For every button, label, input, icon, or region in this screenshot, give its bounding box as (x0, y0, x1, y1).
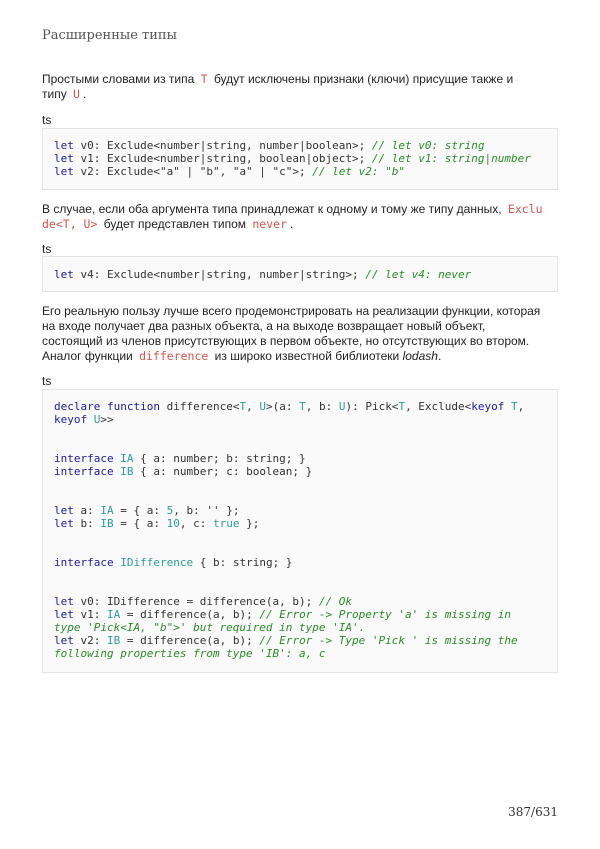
text: Его реальную пользу лучше всего продемонстрировать на реализации функции, которая (42, 304, 541, 318)
text: Простыми словами из типа (42, 72, 195, 86)
code-content (43, 268, 557, 281)
text: В случае, если оба аргумента типа принадлежат к одному и тому же типу данных, (42, 202, 502, 216)
keyword: let (54, 152, 74, 165)
code-block-1 (42, 128, 558, 190)
inline-code-T: T (200, 72, 208, 86)
code-text: v1: Exclude<number|string, boolean|object>; (73, 152, 372, 165)
text: будут исключены признаки (ключи) присущие также и (213, 72, 514, 86)
inline-code-exclude-cont: de<T, U> (42, 217, 98, 231)
emphasis-lodash: lodash (402, 349, 438, 363)
code-block-2 (42, 256, 558, 292)
keyword: let (54, 268, 74, 281)
code-text: v0: Exclude<number|string, number|boolean>; (73, 139, 372, 152)
text: Аналог функции (42, 349, 133, 363)
inline-code-never: never (252, 217, 287, 231)
code-language-label: ts (42, 242, 52, 256)
page-header-title: Расширенные типы (42, 28, 177, 43)
code-block-3 (42, 389, 558, 673)
text: будет представлен типом (103, 217, 247, 231)
paragraph-difference (42, 304, 558, 364)
text: . (82, 87, 87, 101)
code-comment: // let v2: "b" (312, 165, 406, 178)
code-language-label: ts (42, 374, 52, 388)
code-language-label: ts (42, 113, 52, 127)
text: типу (42, 87, 67, 101)
text: из широко известной библиотеки (214, 349, 400, 363)
code-content (43, 139, 557, 178)
paragraph-intro (42, 72, 558, 102)
keyword: let (54, 139, 74, 152)
code-text: v2: Exclude<"a" | "b", "a" | "c">; (73, 165, 313, 178)
text: . (290, 217, 294, 231)
code-comment: // let v4: never (365, 268, 472, 281)
text: состоящий из членов присутствующих в первом объекте, но отсутствующих во втором. (42, 334, 530, 348)
page-number: 387/631 (508, 805, 558, 819)
code-comment: // let v1: string|number (371, 152, 531, 165)
text: . (437, 349, 442, 363)
inline-code-difference: difference (139, 349, 209, 363)
code-comment: // let v0: string (371, 139, 485, 152)
keyword: let (54, 165, 74, 178)
inline-code-U: U (73, 87, 80, 101)
inline-code-exclude: Exclu (507, 202, 543, 216)
text: на входе получает два разных объекта, а на выходе возвращает новый объект, (42, 319, 486, 333)
code-text: v4: Exclude<number|string, number|string>; (73, 268, 366, 281)
code-content: declare function difference<T, U>(a: T, b: U): Pick<T, Exclude<keyof T, keyof U>> interface IA { a: number; b: string; } interface IB { a: number; c: boolean; } let a: IA = { a: 5, b: '' }; let b: IB = { a: 10, c: true }; interface IDifference { b: string; } let v0: IDifference = difference(a, b); // Ok let v1: IA = difference(a, b); // Error -> Property 'a' is missing in type 'Pick<IA, "b">' but required in type 'IA'. let v2: IB = difference(a, b); // Error -> Type 'Pick ' is missing the following properties from type 'IB': a, c (54, 400, 525, 660)
paragraph-same-type (42, 202, 558, 232)
